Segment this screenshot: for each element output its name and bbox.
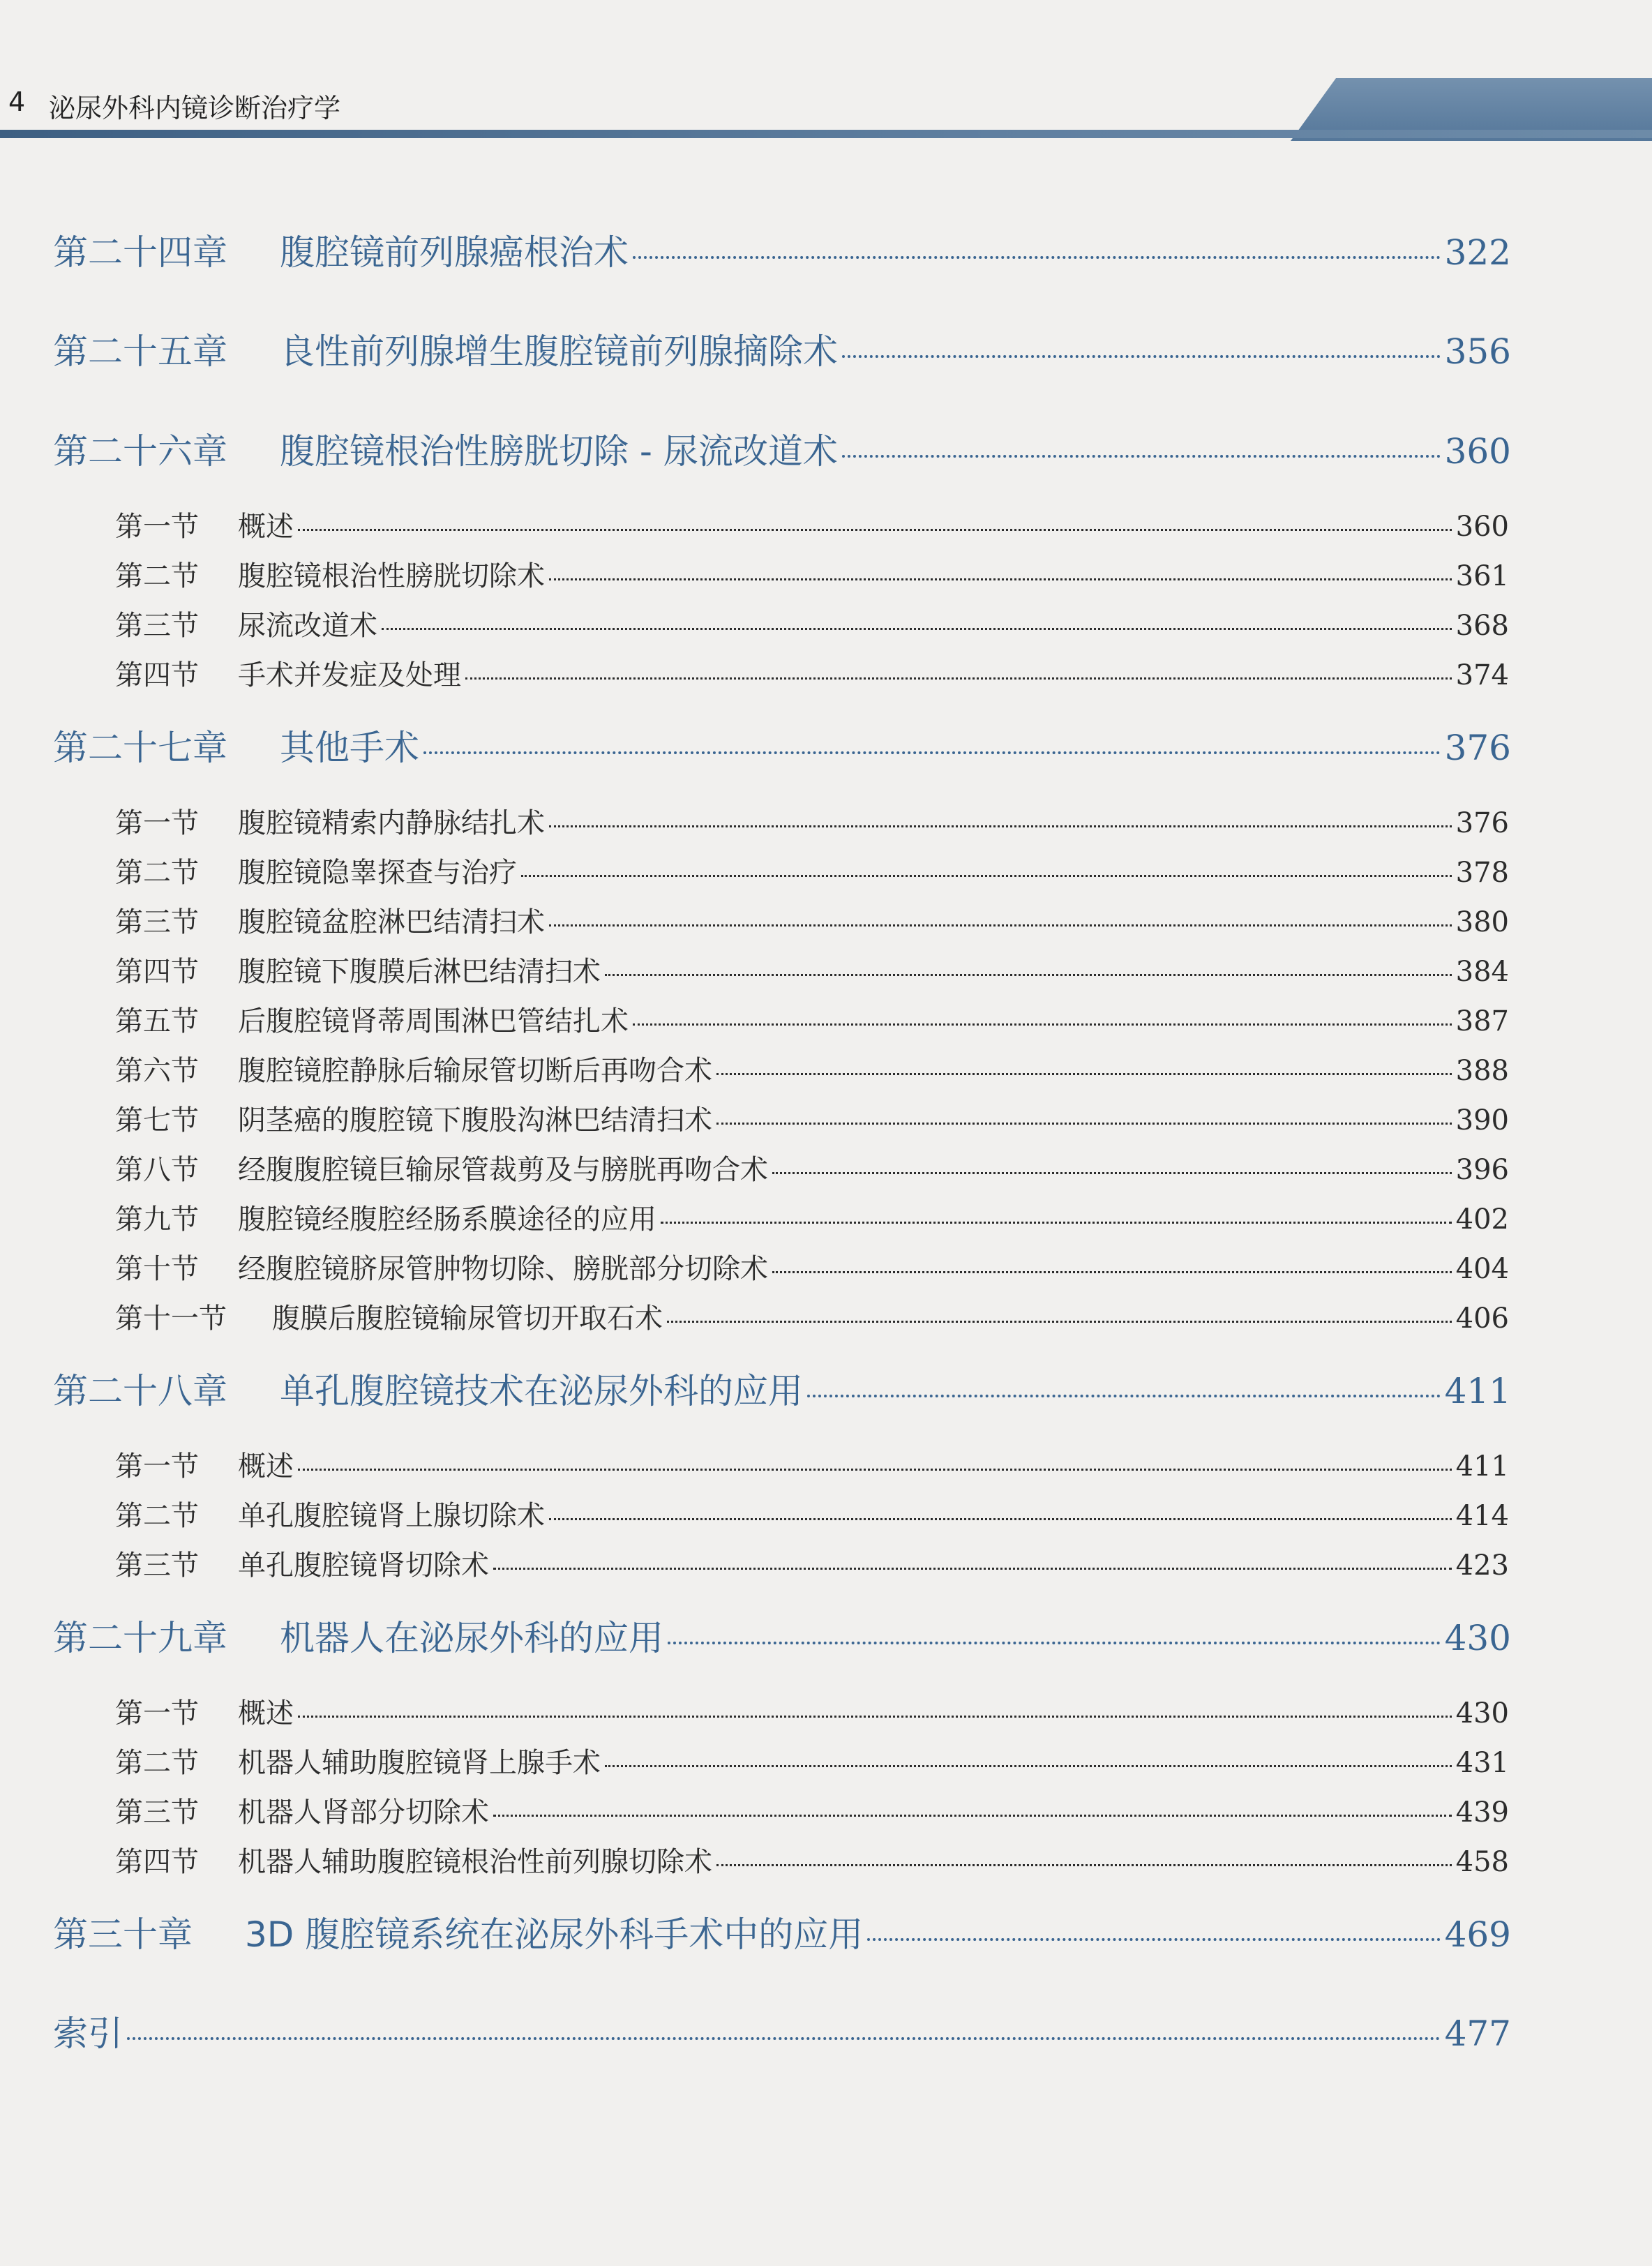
chapter-number: 第三十章 [53,1914,193,1955]
dot-leader [661,1222,1452,1224]
section-number: 第二节 [115,857,199,889]
chapter-page: 411 [1444,1371,1511,1411]
section-title: 后腹腔镜肾蒂周围淋巴管结扎术 [238,1005,629,1037]
section-title: 阴茎癌的腹腔镜下腹股沟淋巴结清扫术 [238,1104,712,1136]
toc-chapter-25[interactable] [53,324,1511,374]
section-page: 368 [1455,610,1509,642]
section-number: 第二节 [115,1500,199,1532]
dot-leader [807,1395,1441,1397]
section-title: 尿流改道术 [238,610,377,642]
chapter-page: 469 [1444,1914,1511,1955]
dot-leader [867,1938,1440,1941]
section-page: 384 [1455,956,1509,988]
toc-chapter-30[interactable] [53,1907,1511,1957]
section-title: 概述 [238,1697,294,1729]
dot-leader [605,1765,1452,1767]
toc-section[interactable] [115,801,1509,841]
section-title: 概述 [238,511,294,543]
toc-section[interactable] [115,1790,1509,1830]
dot-leader [298,529,1452,531]
section-number: 第三节 [115,1796,199,1829]
section-page: 387 [1455,1005,1509,1037]
section-title: 经腹腹腔镜巨输尿管裁剪及与膀胱再吻合术 [238,1154,768,1186]
section-page: 402 [1455,1203,1509,1236]
section-page: 374 [1455,659,1509,691]
toc-section[interactable] [115,653,1509,693]
dot-leader [127,2037,1441,2040]
section-page: 439 [1455,1796,1509,1829]
section-page: 376 [1455,807,1509,839]
page-number: 4 [8,87,26,117]
section-page: 396 [1455,1154,1509,1186]
toc-section[interactable] [115,554,1509,594]
section-title: 腹腔镜盆腔淋巴结清扫术 [238,906,545,938]
chapter-number: 第二十八章 [53,1371,227,1411]
section-page: 361 [1455,560,1509,592]
toc-section[interactable] [115,950,1509,989]
toc-section[interactable] [115,1197,1509,1237]
chapter-title: 单孔腹腔镜技术在泌尿外科的应用 [280,1371,803,1411]
dot-leader [521,875,1452,877]
section-page: 458 [1455,1846,1509,1878]
chapter-number: 第二十四章 [53,232,227,273]
book-title: 泌尿外科内镜诊断治疗学 [49,93,341,123]
dot-leader [423,751,1441,754]
toc-section[interactable] [115,1494,1509,1533]
chapter-title: 3D 腹腔镜系统在泌尿外科手术中的应用 [245,1914,864,1955]
dot-leader [716,1073,1452,1075]
chapter-page: 356 [1444,331,1511,372]
dot-leader [667,1321,1452,1323]
chapter-number: 第二十七章 [53,728,227,768]
chapter-page: 360 [1444,431,1511,472]
chapter-number: 第二十五章 [53,331,227,372]
section-page: 388 [1455,1055,1509,1087]
section-number: 第五节 [115,1005,199,1037]
section-number: 第一节 [115,1450,199,1483]
dot-leader [298,1716,1452,1718]
section-number: 第八节 [115,1154,199,1186]
chapter-number: 第二十六章 [53,431,227,472]
section-number: 第六节 [115,1055,199,1087]
toc-section[interactable] [115,603,1509,643]
section-page: 430 [1455,1697,1509,1729]
toc-section[interactable] [115,1049,1509,1088]
section-number: 第七节 [115,1104,199,1136]
section-page: 378 [1455,857,1509,889]
toc-section[interactable] [115,1741,1509,1780]
dot-leader [382,628,1452,630]
header-rule [0,130,1652,138]
section-title: 概述 [238,1450,294,1483]
section-page: 431 [1455,1747,1509,1779]
dot-leader [633,1023,1452,1026]
toc-chapter-28[interactable] [53,1363,1511,1413]
toc-section[interactable] [115,1444,1509,1484]
section-title: 机器人辅助腹腔镜肾上腺手术 [238,1747,601,1779]
section-number: 第二节 [115,560,199,592]
toc-section[interactable] [115,1296,1509,1336]
toc-section[interactable] [115,850,1509,890]
dot-leader [668,1642,1441,1644]
toc-chapter-27[interactable] [53,720,1511,770]
dot-leader [493,1568,1452,1570]
dot-leader [716,1123,1452,1125]
section-number: 第十节 [115,1253,199,1285]
toc-section[interactable] [115,1098,1509,1138]
section-title: 腹腔镜根治性膀胱切除术 [238,560,545,592]
chapter-page: 430 [1444,1618,1511,1658]
dot-leader [549,578,1452,580]
section-number: 第二节 [115,1747,199,1779]
dot-leader [549,825,1452,827]
dot-leader [465,677,1452,680]
section-title: 腹膜后腹腔镜输尿管切开取石术 [272,1303,663,1335]
section-page: 380 [1455,906,1509,938]
toc-section[interactable] [115,504,1509,544]
section-title: 单孔腹腔镜肾上腺切除术 [238,1500,545,1532]
dot-leader [549,924,1452,926]
toc-section[interactable] [115,999,1509,1039]
section-page: 423 [1455,1550,1509,1582]
section-number: 第一节 [115,511,199,543]
section-page: 404 [1455,1253,1509,1285]
dot-leader [493,1815,1452,1817]
toc-index[interactable] [53,2006,1511,2056]
section-page: 390 [1455,1104,1509,1136]
chapter-number: 第二十九章 [53,1618,227,1658]
chapter-title: 其他手术 [280,728,419,768]
toc-section[interactable] [115,1543,1509,1583]
section-number: 第三节 [115,906,199,938]
section-title: 腹腔镜精索内静脉结扎术 [238,807,545,839]
section-number: 第十一节 [115,1303,227,1335]
section-title: 腹腔镜腔静脉后输尿管切断后再吻合术 [238,1055,712,1087]
chapter-title: 良性前列腺增生腹腔镜前列腺摘除术 [280,331,838,372]
section-number: 第三节 [115,610,199,642]
section-title: 单孔腹腔镜肾切除术 [238,1550,489,1582]
toc-section[interactable] [115,1840,1509,1879]
dot-leader [772,1271,1452,1273]
section-number: 第四节 [115,659,199,691]
index-page: 477 [1444,2013,1511,2054]
section-title: 经腹腔镜脐尿管肿物切除、膀胱部分切除术 [238,1253,768,1285]
dot-leader [842,355,1441,358]
toc-section[interactable] [115,1691,1509,1731]
toc-chapter-26[interactable] [53,423,1511,474]
section-title: 机器人肾部分切除术 [238,1796,489,1829]
section-page: 406 [1455,1303,1509,1335]
section-number: 第四节 [115,956,199,988]
section-page: 414 [1455,1500,1509,1532]
dot-leader [605,974,1452,976]
toc-section[interactable] [115,1247,1509,1286]
section-number: 第九节 [115,1203,199,1236]
section-title: 腹腔镜隐睾探查与治疗 [238,857,517,889]
toc-chapter-29[interactable] [53,1610,1511,1660]
section-title: 腹腔镜经腹腔经肠系膜途径的应用 [238,1203,656,1236]
dot-leader [842,455,1441,458]
chapter-title: 腹腔镜前列腺癌根治术 [280,232,629,273]
chapter-title: 腹腔镜根治性膀胱切除 - 尿流改道术 [280,431,838,472]
chapter-title: 机器人在泌尿外科的应用 [280,1618,663,1658]
section-title: 机器人辅助腹腔镜根治性前列腺切除术 [238,1846,712,1878]
dot-leader [716,1864,1452,1866]
toc-chapter-24[interactable] [53,225,1511,275]
section-page: 360 [1455,511,1509,543]
running-header [0,0,1652,147]
dot-leader [772,1172,1452,1174]
toc-section[interactable] [115,1148,1509,1187]
section-number: 第一节 [115,807,199,839]
section-page: 411 [1455,1450,1509,1483]
section-number: 第四节 [115,1846,199,1878]
section-number: 第一节 [115,1697,199,1729]
section-title: 手术并发症及处理 [238,659,461,691]
section-number: 第三节 [115,1550,199,1582]
dot-leader [298,1469,1452,1471]
index-title: 索引 [53,2013,123,2054]
toc-section[interactable] [115,900,1509,940]
chapter-page: 322 [1444,232,1511,273]
chapter-page: 376 [1444,728,1511,768]
dot-leader [549,1518,1452,1520]
section-title: 腹腔镜下腹膜后淋巴结清扫术 [238,956,601,988]
dot-leader [633,256,1441,259]
